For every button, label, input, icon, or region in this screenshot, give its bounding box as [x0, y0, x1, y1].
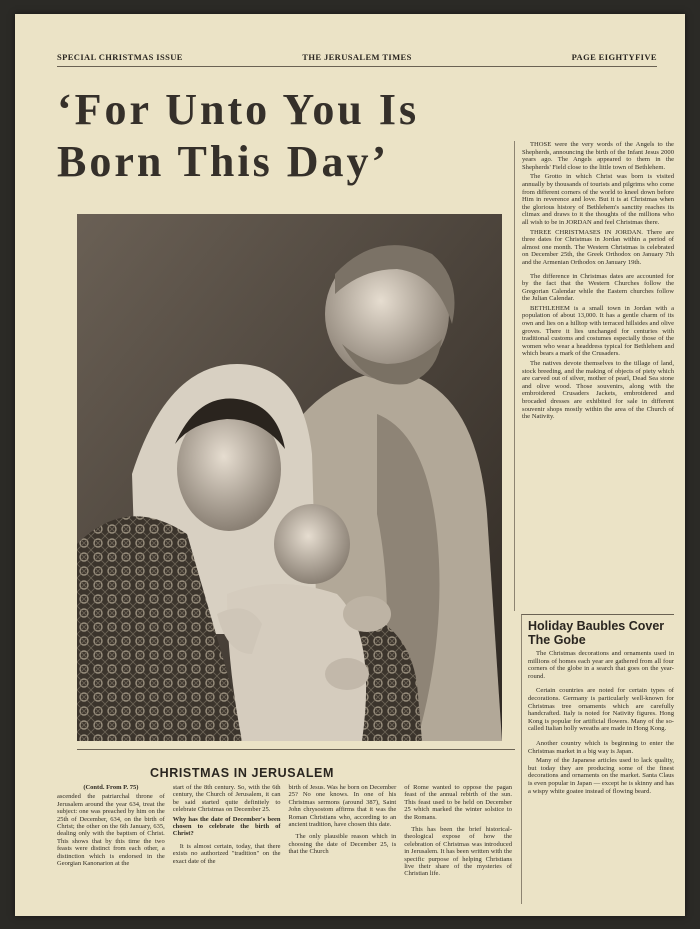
article-paragraph: The difference in Christmas dates are accounted for by the fact that the Western Churches follow the Gregorian Calendar while the Eastern churches follow the Julian Calendar.: [522, 272, 674, 303]
bottom-article-title: CHRISTMAS IN JERUSALEM: [149, 766, 335, 780]
newspaper-page: [15, 14, 685, 916]
sidebox-paragraph: Certain countries are noted for certain types of decorations. Germany is particularly well-known for Christmas tree ornaments which are carefully handcrafted. Italy is noted for Nativity figures. Hong Kong is popular for artificial flowers. Many of the so-called Italian holly wreaths are made in Hong Kong.: [528, 687, 674, 733]
headline: [57, 84, 419, 188]
holiday-baubles-box: [521, 614, 674, 904]
sidebox-text: [528, 650, 674, 795]
sidebox-paragraph: Many of the Japanese articles used to lack quality, but today they are producing some of the finest decorations and ornaments on the market. Santa Claus is even popular in Japan — except he is skinny and has a wispy white goatee instead of flowing beard.: [528, 757, 674, 795]
article-paragraph: THOSE were the very words of the Angels to the Shepherds, announcing the birth of the Infant Jesus 2000 years ago. The Angels appeared to them in the Shepherds' Field close to the little town of Bethlehem.: [522, 141, 674, 171]
bottom-column-4: [404, 784, 512, 880]
column-rule: [514, 141, 515, 611]
headline-line-1: ‘For Unto You Is: [57, 85, 420, 134]
nativity-sculpture-image: [77, 214, 502, 741]
article-paragraph: THREE CHRISTMASES IN JORDAN. There are three dates for Christmas in Jordan within a period of almost one month. The Western Christmas is celebrated on December 25th, the Greek Orthodox on January 7th and the Armenian Orthodox on January 19th.: [522, 228, 674, 266]
bottom-paragraph: The only plausible reason which in choosing the date of December 25, is that the Church: [288, 833, 397, 856]
bottom-paragraph: birth of Jesus. Was he born on December 25? No one knows. In one of his Christmas sermons (around 387), Saint John chrysostom affirms that it was the Roman Christians who, according to an ancient tradition, have chosen this date.: [288, 784, 397, 829]
bottom-paragraph: This has been the brief historical-theological expose of how the celebration of Christmas was introduced in Jerusalem. It has been written with the specific purpose of helping Christians live their share of the mysteries of Christian life.: [404, 826, 512, 878]
sidebox-paragraph: The Christmas decorations and ornaments used in millions of homes each year are gathered from all four corners of the globe in a search that goes on the year-round.: [528, 650, 674, 680]
bottom-paragraph: start of the 8th century. So, with the 6th century, the Church of Jerusalem, it can be said started quite definitely to celebrate Christmas on December 25.: [172, 784, 281, 814]
article-paragraph: The natives devote themselves to the tillage of land, stock breeding, and the making of objects of piety which are carved out of silver, mother of pearl, Dead Sea stone and olive wood. Those souvenirs, along with the embroidered Crusaders Jackets, embroidered and brocaded dresses are exhibited for sale in different souvenir shops mostly within the area of the Church of the Nativity.: [522, 360, 674, 421]
page-header: [57, 52, 657, 62]
bottom-paragraph: It is almost certain, today, that there exists no authorized "tradition" on the exact date of the: [172, 842, 281, 865]
main-article-column: [522, 141, 674, 423]
bottom-article: [57, 784, 512, 880]
bottom-question: Why has the date of December's been chosen to celebrate the birth of Christ?: [172, 815, 281, 838]
article-paragraph: The Grotto in which Christ was born is visited annually by thousands of tourists and pilgrims who come from different corners of the world to kneel down before Him in reverence and love. But it is at Christmas when the glorious history of Bethlehem's sanctity reaches its climax and draws to it the thoughts of the millions who all wish to be in JORDAN and feel Christmas there.: [522, 173, 674, 226]
header-publication: THE JERUSALEM TIMES: [302, 52, 412, 62]
header-issue: SPECIAL CHRISTMAS ISSUE: [57, 52, 183, 62]
bottom-paragraph: of Rome wanted to oppose the pagan feast of the annual rebirth of the sun. This feast used to be held on December 25 which marked the winter solstice to the Romans.: [404, 784, 512, 821]
header-page-number: PAGE EIGHTYFIVE: [571, 52, 657, 62]
bottom-column-3: [289, 784, 397, 880]
nativity-photo: [77, 214, 502, 741]
bottom-column-1: [57, 784, 165, 880]
article-paragraph: BETHLEHEM is a small town in Jordan with a population of about 13,000. It has a gentle charm of its own and lies on a hilltop with terraced hillsides and olive groves. There it lies unchanged for centuries with traditional customs and costumes especially those of the women who wear a headdress typical for Bethlehem and which bears a mark of the Crusaders.: [522, 304, 674, 358]
bottom-rule: [77, 749, 515, 750]
bottom-paragraph: ascended the patriarchal throne of Jerusalem around the year 634, treat the subject: one was preached by him on the 25th of December, 634, on the birth of Christ; the other on the 6th January, 635, dealing only with the baptism of Christ. This shows that by this time the two feasts were distinct from each other, a distinction which is endorsed in the Georgian Kanonarion at the: [57, 793, 165, 868]
continued-note: (Contd. From P. 75): [83, 784, 139, 791]
sidebox-title: Holiday Baubles Cover The Gobe: [528, 619, 665, 647]
headline-line-2: Born This Day’: [57, 137, 390, 186]
bottom-column-2: [173, 784, 281, 880]
sidebox-paragraph: Another country which is beginning to enter the Christmas market in a big way is Japan.: [528, 739, 674, 755]
header-rule: [57, 66, 657, 67]
